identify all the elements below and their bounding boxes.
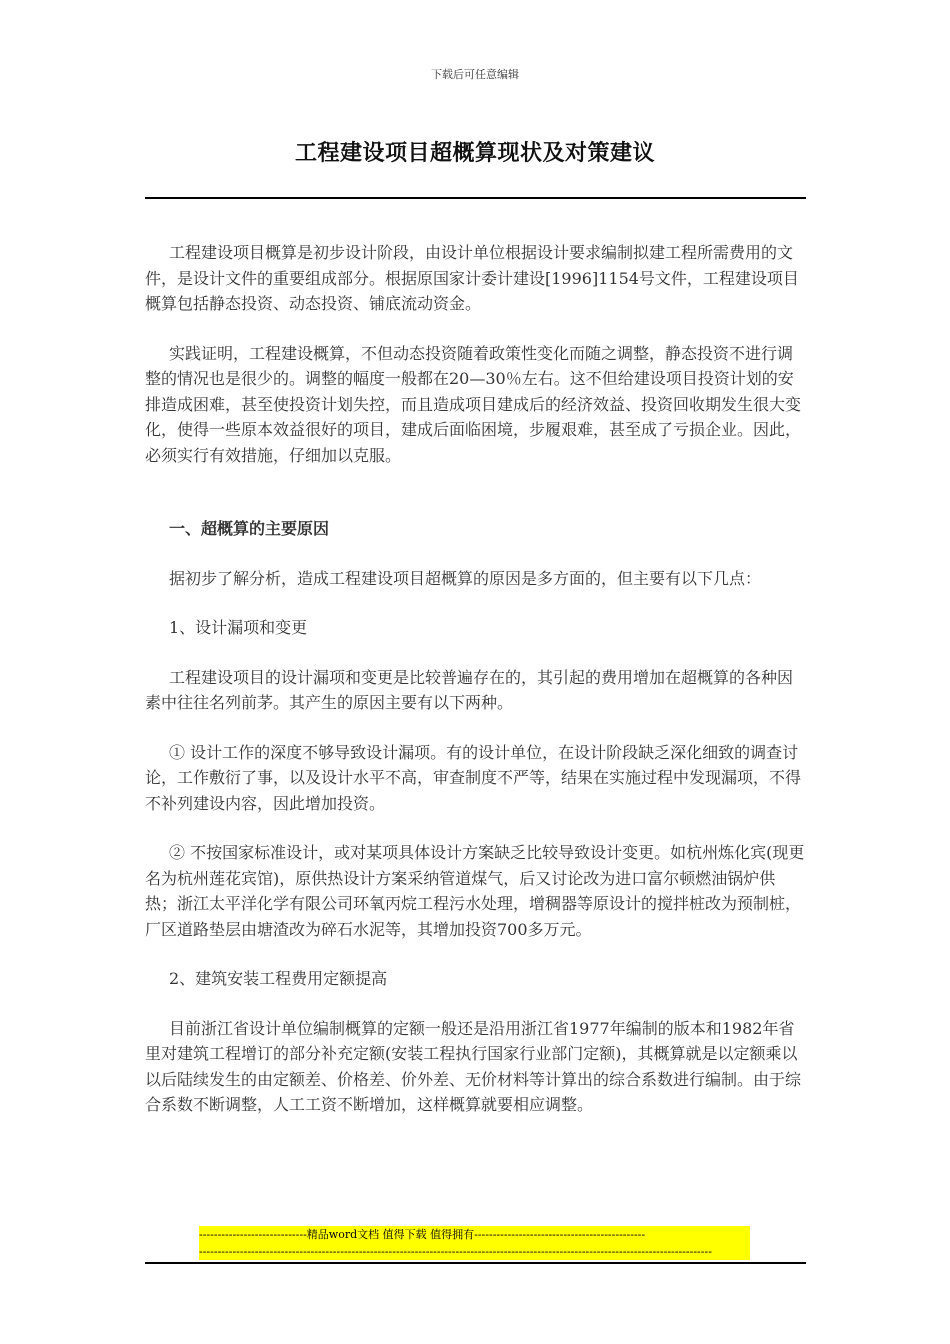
footer-divider [145,1262,806,1264]
subheading-quota-increase: 2、建筑安装工程费用定额提高 [169,969,388,988]
footer-banner-line-2: ------------------------------------------------------------------------------------------------------------------------------------------ [199,1245,712,1258]
paragraph-practice: 实践证明，工程建设概算，不但动态投资随着政策性变化而随之调整，静态投资不进行调整的情况也是很少的。调整的幅度一般都在20—30％左右。这不但给建设项目投资计划的安排造成困难，甚至使投资计划失控，而且造成项目建成后的经济效益、投资回收期发生很大变化，使得一些原本效益很好的项目，建成后面临困境，步履艰难，甚至成了亏损企业。因此，必须实行有效措施，仔细加以克服。 [145,343,802,465]
document-body [145,240,806,1118]
paragraph-intro: 工程建设项目概算是初步设计阶段，由设计单位根据设计要求编制拟建工程所需费用的文件，是设计文件的重要组成部分。根据原国家计委计建设[1996]1154号文件，工程建设项目概算包括静态投资、动态投资、铺底流动资金。 [145,243,799,313]
section-heading-causes: 一、超概算的主要原因 [169,519,330,538]
footer-banner-line-1: -----------------------------精品word文档 值得下载 值得拥有---------------------------------------------- [199,1228,646,1241]
paragraph-analysis: 据初步了解分析，造成工程建设项目超概算的原因是多方面的，但主要有以下几点： [169,568,762,588]
page-header-note: 下载后可任意编辑 [431,68,519,81]
paragraph-quota: 目前浙江省设计单位编制概算的定额一般还是沿用浙江省1977年编制的版本和1982年省里对建筑工程增订的部分补充定额(安装工程执行国家行业部门定额)，其概算就是以定额乘以以后陆续发生的由定额差、价格差、价外差、无价材料等计算出的综合系数进行编制。由于综合系数不断调整，人工工资不断增加，这样概算就要相应调整。 [145,1018,802,1114]
subheading-design-omission: 1、设计漏项和变更 [169,618,308,637]
document-title: 工程建设项目超概算现状及对策建议 [294,140,655,166]
footer-banner [199,1226,750,1260]
title-divider [145,197,806,199]
paragraph-design-omission: 工程建设项目的设计漏项和变更是比较普遍存在的，其引起的费用增加在超概算的各种因素中往往名列前茅。其产生的原因主要有以下两种。 [145,667,794,712]
paragraph-point-1: ① 设计工作的深度不够导致设计漏项。有的设计单位，在设计阶段缺乏深化细致的调查讨论，工作敷衍了事，以及设计水平不高，审查制度不严等，结果在实施过程中发现漏项，不得不补列建设内容，因此增加投资。 [145,742,802,813]
paragraph-point-2: ② 不按国家标准设计，或对某项具体设计方案缺乏比较导致设计变更。如杭州炼化宾(现更名为杭州莲花宾馆)，原供热设计方案采纳管道煤气，后又讨论改为进口富尔顿燃油锅炉供热；浙江太平洋化学有限公司环氧丙烷工程污水处理，增稠器等原设计的搅拌桩改为预制桩，厂区道路垫层由塘渣改为碎石水泥等，其增加投资700多万元。 [145,843,805,939]
